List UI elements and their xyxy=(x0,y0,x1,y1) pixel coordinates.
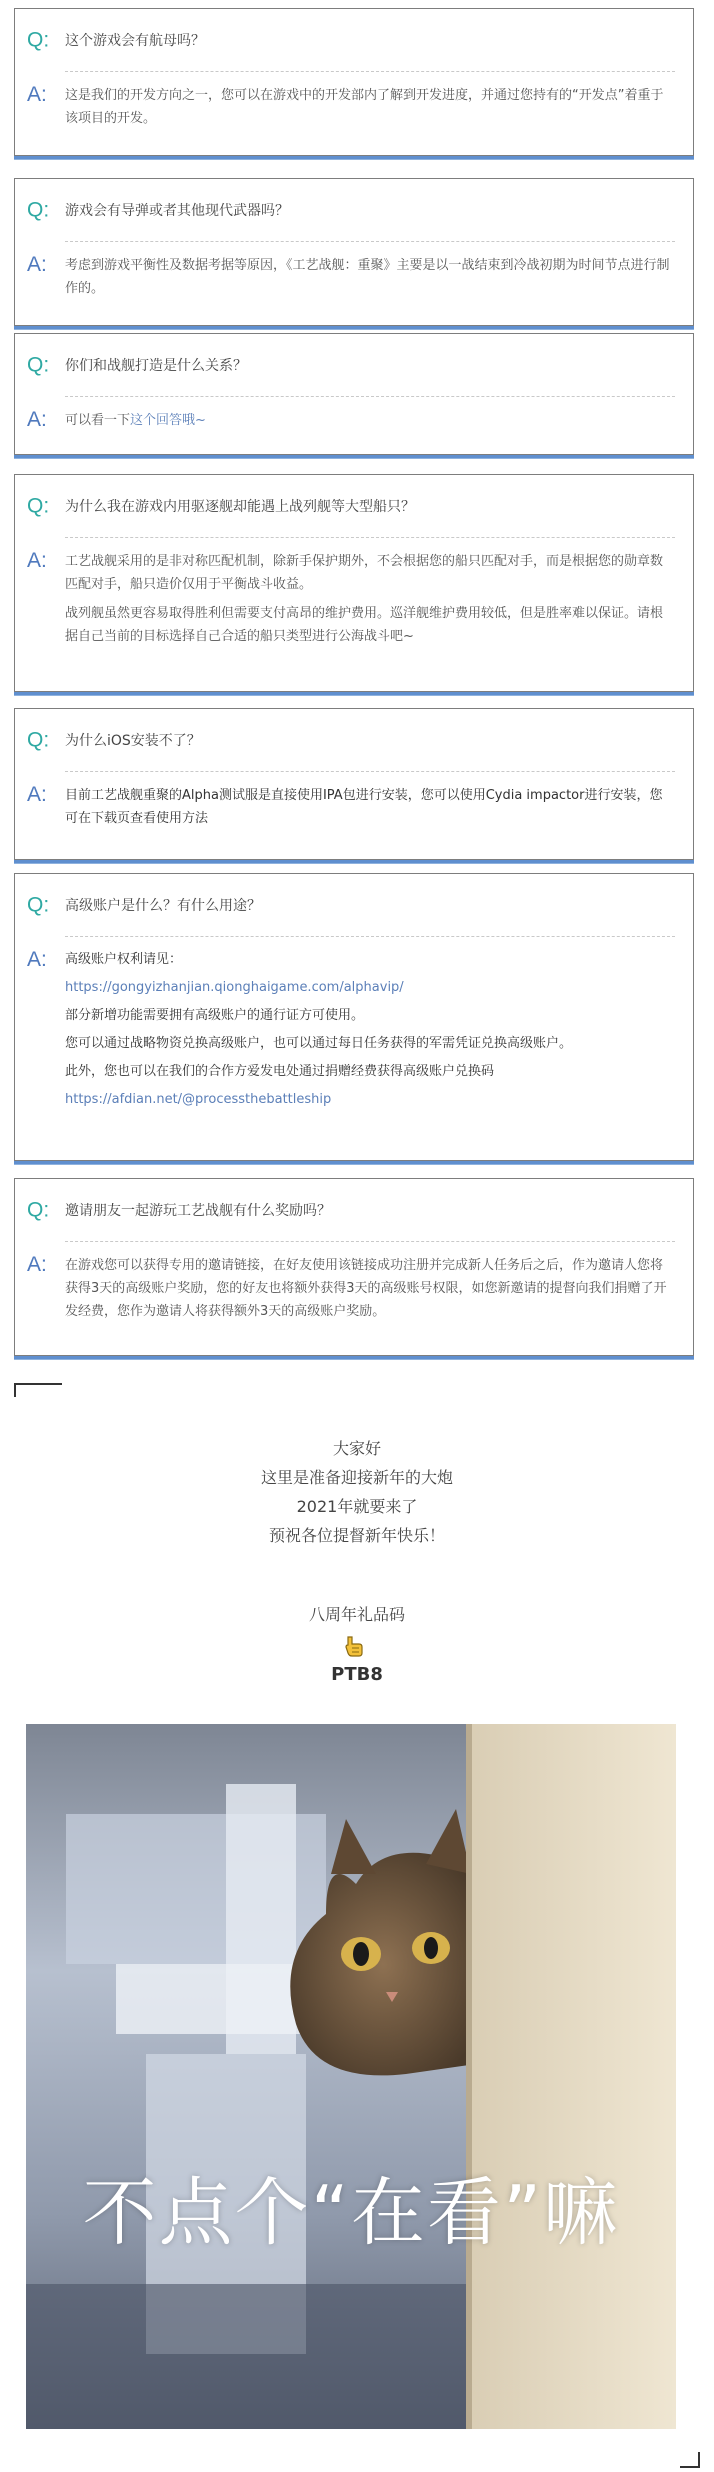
faq-answer xyxy=(15,772,693,844)
a-marker: A: xyxy=(27,408,47,431)
faq-question: 这个游戏会有航母吗？ xyxy=(65,33,205,49)
faq-answer-text: 您可以通过战略物资兑换高级账户，也可以通过每日任务获得的军需凭证兑换高级账户。 xyxy=(65,1036,573,1051)
faq-question-row xyxy=(15,9,693,71)
faq-answer-text: 考虑到游戏平衡性及数据考据等原因，《工艺战舰：重聚》主要是以一战结束到冷战初期为时间节点进行制作的。 xyxy=(65,258,670,296)
faq-question-row xyxy=(15,709,693,771)
q-marker: Q: xyxy=(27,893,50,917)
q-marker: Q: xyxy=(27,494,50,518)
afdian-link[interactable]: https://afdian.net/@processthebattleship xyxy=(65,1092,332,1107)
faq-card xyxy=(14,873,694,1161)
corner-bracket-bottom-right xyxy=(680,2452,700,2468)
faq-question: 高级账户是什么？有什么用途？ xyxy=(65,898,261,914)
a-marker: A: xyxy=(27,549,47,572)
vip-link[interactable]: https://gongyizhanjian.qionghaigame.com/alphavip/ xyxy=(65,980,404,995)
faq-card xyxy=(14,708,694,860)
q-marker: Q: xyxy=(27,353,50,377)
faq-answer-text: 目前工艺战舰重聚的Alpha测试服是直接使用IPA包进行安装，您可以使用Cydia impactor进行安装，您可在下载页查看使用方法 xyxy=(65,788,663,826)
greeting-block xyxy=(0,1434,714,1550)
q-marker: Q: xyxy=(27,728,50,752)
gift-code: PTB8 xyxy=(331,1664,383,1685)
faq-answer-text: 工艺战舰采用的是非对称匹配机制，除新手保护期外，不会根据您的船只匹配对手，而是根据您的勋章数匹配对手，船只造价仅用于平衡战斗收益。 xyxy=(65,554,664,592)
faq-answer xyxy=(15,937,693,1125)
faq-card xyxy=(14,333,694,455)
faq-card xyxy=(14,178,694,326)
faq-answer-text: 这是我们的开发方向之一，您可以在游戏中的开发部内了解到开发进度，并通过您持有的“开发点”着重于该项目的开发。 xyxy=(65,88,664,126)
faq-question-row xyxy=(15,475,693,537)
cat-illustration xyxy=(26,1724,676,2429)
a-marker: A: xyxy=(27,948,47,971)
faq-answer xyxy=(15,1242,693,1337)
faq-question: 为什么我在游戏内用驱逐舰却能遇上战列舰等大型船只？ xyxy=(65,499,415,515)
greeting-line: 这里是准备迎接新年的大炮 xyxy=(260,1468,453,1487)
image-caption: 不点个“在看”嘛 xyxy=(82,2170,620,2256)
faq-question-row xyxy=(15,334,693,396)
cat-meme-image xyxy=(26,1724,676,2429)
a-marker: A: xyxy=(27,1253,47,1276)
faq-answer xyxy=(15,397,693,446)
faq-question: 邀请朋友一起游玩工艺战舰有什么奖励吗？ xyxy=(65,1203,331,1219)
faq-answer xyxy=(15,538,693,662)
faq-answer xyxy=(15,242,693,314)
answer-link[interactable]: 这个回答哦~ xyxy=(130,413,206,428)
a-marker: A: xyxy=(27,83,47,106)
faq-answer xyxy=(15,72,693,144)
faq-card xyxy=(14,8,694,156)
q-marker: Q: xyxy=(27,198,50,222)
faq-card xyxy=(14,474,694,692)
q-marker: Q: xyxy=(27,28,50,52)
answer-prefix: 可以看一下 xyxy=(65,413,131,428)
faq-question-row xyxy=(15,874,693,936)
faq-question: 你们和战舰打造是什么关系？ xyxy=(65,358,247,374)
faq-card xyxy=(14,1178,694,1356)
faq-answer-text: 部分新增功能需要拥有高级账户的通行证方可使用。 xyxy=(65,1008,365,1023)
gift-code-label: 八周年礼品码 xyxy=(308,1605,405,1624)
faq-answer-text: 此外，您也可以在我们的合作方爱发电处通过捐赠经费获得高级账户兑换码 xyxy=(65,1064,495,1079)
faq-question-row xyxy=(15,179,693,241)
greeting-line: 大家好 xyxy=(332,1439,381,1458)
q-marker: Q: xyxy=(27,1198,50,1222)
faq-question: 为什么iOS安装不了？ xyxy=(65,733,201,749)
faq-answer-title: 高级账户权利请见： xyxy=(65,952,183,967)
faq-answer-text: 战列舰虽然更容易取得胜利但需要支付高昂的维护费用。巡洋舰维护费用较低，但是胜率难以保证。请根据自己当前的目标选择自己合适的船只类型进行公海战斗吧~ xyxy=(65,606,664,644)
a-marker: A: xyxy=(27,783,47,806)
pointing-hand-icon xyxy=(343,1634,365,1658)
faq-answer-text: 在游戏您可以获得专用的邀请链接，在好友使用该链接成功注册并完成新人任务后之后，作为邀请人您将获得3天的高级账户奖励，您的好友也将额外获得3天的高级账号权限，如您新邀请的提督向我们捐赠了开发经费，您作为邀请人将获得额外3天的高级账户奖励。 xyxy=(65,1258,667,1319)
faq-question: 游戏会有导弹或者其他现代武器吗？ xyxy=(65,203,289,219)
a-marker: A: xyxy=(27,253,47,276)
greeting-line: 预祝各位提督新年快乐！ xyxy=(268,1526,445,1545)
faq-answer-text xyxy=(65,409,675,432)
corner-bracket-top-left xyxy=(14,1383,62,1397)
faq-question-row xyxy=(15,1179,693,1241)
greeting-line: 2021年就要来了 xyxy=(296,1497,418,1516)
